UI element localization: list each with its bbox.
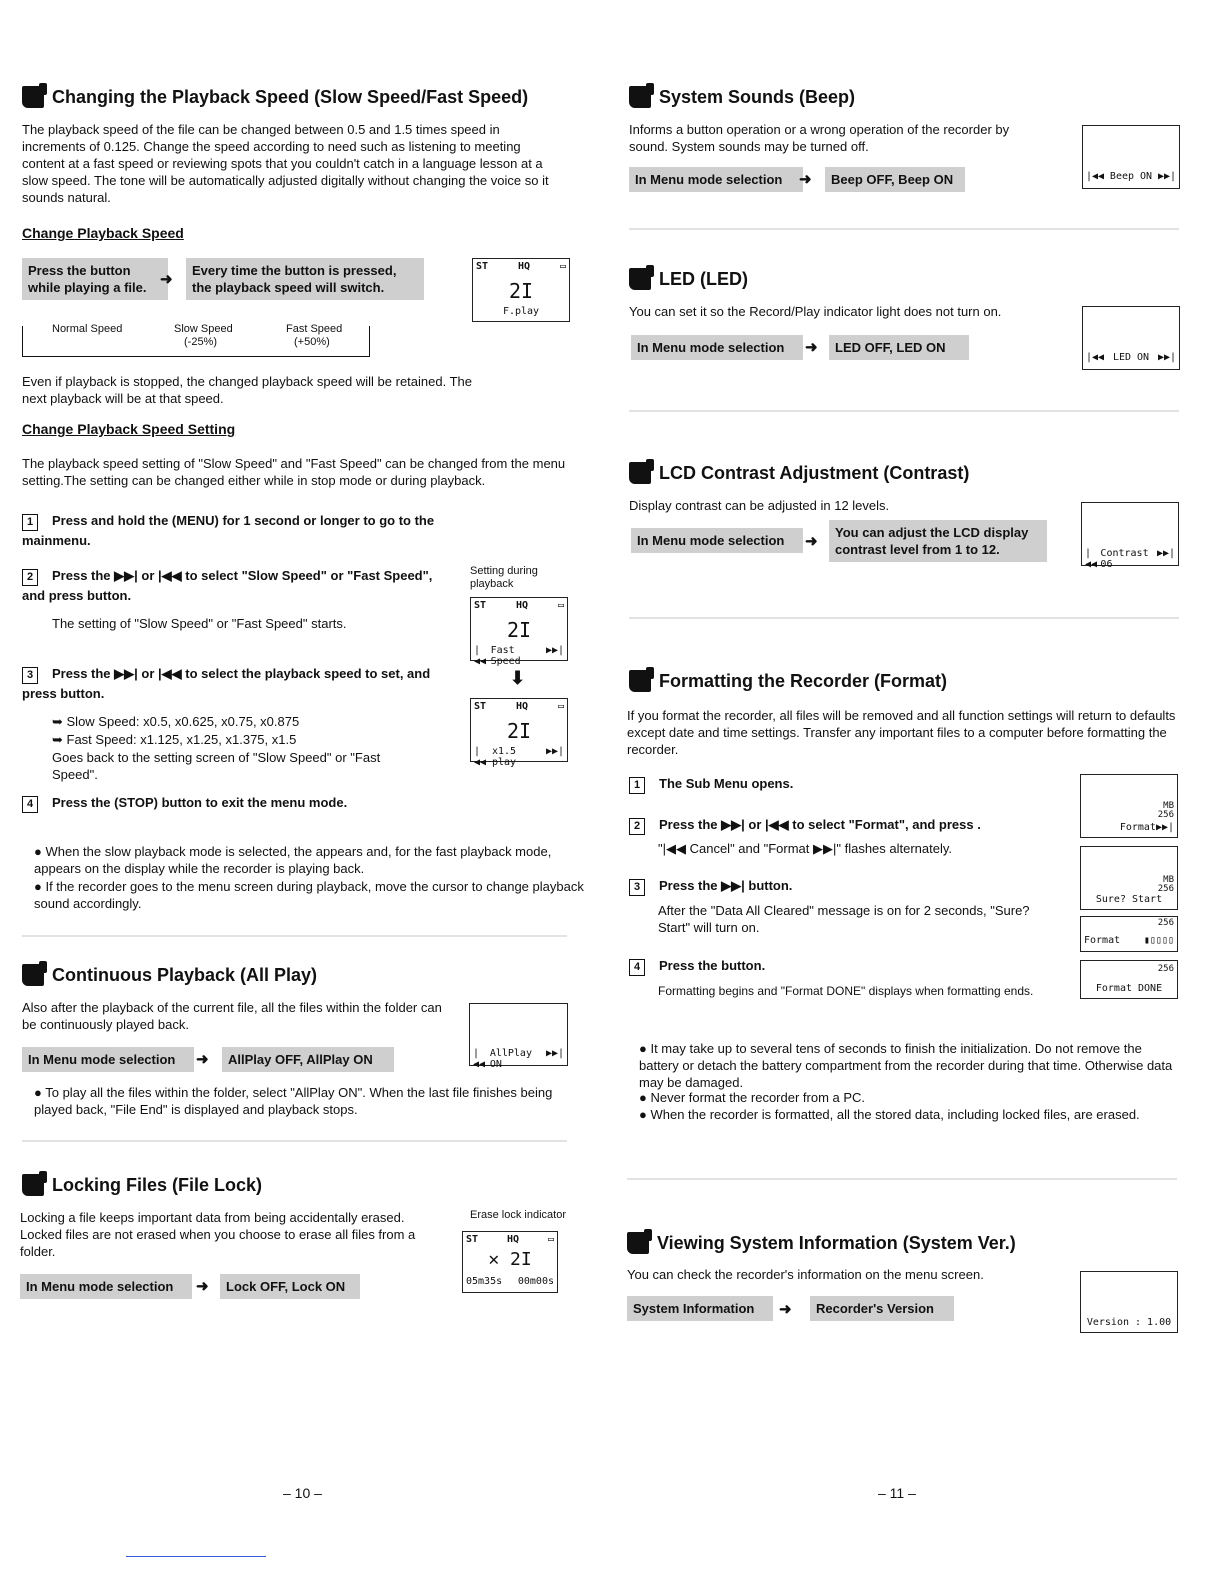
beep-options-box: Beep OFF, Beep ON: [825, 167, 965, 192]
lcd-beep: |◀◀ Beep ON ▶▶|: [1082, 125, 1180, 189]
page-number-right: – 11 –: [878, 1485, 916, 1501]
lcd-allplay: |◀◀ AllPlay ON ▶▶|: [469, 1003, 568, 1066]
format-step-3-sub: After the "Data All Cleared" message is on for 2 seconds, "Sure? Start" will turn on.: [658, 903, 1030, 935]
format-step-2: 2 Press the ▶▶| or |◀◀ to select "Format", and press .: [629, 815, 1069, 835]
lcd-fplay: [472, 258, 570, 322]
lcd-led: |◀◀ LED ON ▶▶|: [1082, 306, 1180, 370]
divider: [629, 410, 1179, 412]
beep-menu-box: In Menu mode selection: [629, 167, 803, 192]
next-icon: ▶▶|: [1156, 548, 1175, 559]
cycle-slow-pct: (-25%): [184, 336, 218, 348]
sysinfo-text: You can check the recorder's information on the menu screen.: [627, 1267, 984, 1282]
step-2: 2 Press the ▶▶| or |◀◀ to select "Slow Speed" or "Fast Speed", and press button.: [22, 568, 433, 603]
section-title-beep: System Sounds (Beep): [629, 86, 855, 108]
lcd-fast-speed: ST HQ ▭ 2I |◀◀ Fast Speed ▶▶|: [470, 597, 568, 661]
lcd-fplay-label: F.play: [502, 306, 540, 317]
lcd-format-3: 256 Format ▮▯▯▯▯: [1080, 916, 1178, 952]
lcd-contrast: |◀◀ Contrast 06 ▶▶|: [1081, 502, 1179, 566]
section-bullet-icon: [627, 1232, 649, 1254]
change-speed-heading: Change Playback Speed: [22, 225, 184, 241]
hq-indicator: HQ: [517, 261, 531, 272]
link-underline: [126, 1556, 266, 1557]
step-4: 4 Press the (STOP) button to exit the menu mode.: [22, 793, 442, 813]
allplay-menu-box: In Menu mode selection: [22, 1047, 194, 1072]
lock-text: Locking a file keeps important data from being accidentally erased. Locked files are not erased when you choose to erase all files from a folder.: [20, 1210, 416, 1259]
speed-box-switch: Every time the button is pressed, the playback speed will switch.: [186, 258, 424, 300]
section-bullet-icon: [629, 462, 651, 484]
next-icon: ▶▶|: [1155, 822, 1174, 833]
retain-note: Even if playback is stopped, the changed playback speed will be retained. The next playback will be at that speed.: [22, 374, 472, 406]
section-title-allplay: Continuous Playback (All Play): [22, 964, 317, 986]
section-bullet-icon: [629, 268, 651, 290]
format-step-1: 1 The Sub Menu opens.: [629, 774, 1049, 794]
lock-icon: ✕ 2I: [488, 1249, 532, 1270]
st-indicator: ST: [476, 261, 489, 272]
arrow-icon: ➜: [779, 1301, 792, 1318]
arrow-icon: ➜: [805, 533, 818, 550]
step-3-fast: ➥ Fast Speed: x1.125, x1.25, x1.375, x1.5: [52, 732, 297, 747]
cycle-slow: Slow Speed: [174, 323, 233, 335]
lock-options-box: Lock OFF, Lock ON: [220, 1274, 360, 1299]
arrow-icon: ➜: [805, 339, 818, 356]
beep-text: Informs a button operation or a wrong operation of the recorder by sound. System sounds may be turned off.: [629, 122, 1010, 154]
format-step-4-sub: Formatting begins and "Format DONE" displays when formatting ends.: [658, 984, 1034, 998]
next-icon: ▶▶|: [545, 645, 564, 656]
lcd-digits: 2I: [508, 279, 534, 303]
section-title-lock: Locking Files (File Lock): [22, 1174, 262, 1196]
cycle-fast-pct: (+50%): [294, 336, 330, 348]
step-2-sub: The setting of "Slow Speed" or "Fast Speed" starts.: [52, 616, 347, 631]
page-number-left: – 10 –: [283, 1485, 322, 1501]
setting-during-label: Setting during playback: [470, 565, 538, 590]
allplay-bullet: ● To play all the files within the folder, select "AllPlay ON". When the last file finishes being played back, "File End" is displayed and playback stops.: [34, 1085, 553, 1117]
allplay-text: Also after the playback of the current file, all the files within the folder can be continuously played back.: [22, 1000, 442, 1032]
step-3-back: Goes back to the setting screen of "Slow Speed" or "Fast Speed".: [52, 750, 381, 782]
format-bullet-2: ● Never format the recorder from a PC.: [639, 1090, 866, 1105]
battery-icon: ▭: [547, 1234, 554, 1245]
divider: [629, 617, 1179, 619]
section-title-led: LED (LED): [629, 268, 748, 290]
sysinfo-menu-box: System Information: [627, 1296, 773, 1321]
format-step-2-sub: "|◀◀ Cancel" and "Format ▶▶|" flashes alternately.: [658, 841, 953, 856]
prev-icon: |◀◀: [1086, 352, 1105, 363]
cycle-fast: Fast Speed: [286, 323, 343, 335]
divider: [629, 228, 1179, 230]
sysinfo-options-box: Recorder's Version: [810, 1296, 954, 1321]
divider: [22, 1140, 567, 1142]
allplay-options-box: AllPlay OFF, AllPlay ON: [222, 1047, 394, 1072]
speed-box-press: Press the button while playing a file.: [22, 258, 168, 300]
prev-icon: |◀◀: [474, 746, 487, 768]
section-title-sysinfo: Viewing System Information (System Ver.): [627, 1232, 1016, 1254]
battery-icon: ▭: [559, 261, 566, 272]
speed-intro: The playback speed of the file can be changed between 0.5 and 1.5 times speed in increments of 0.125. Change the speed according to need such as listening to meeting content at a fast speed or reviewing spots that you couldn't catch in a language lesson at a slow speed. The tone will be automatically adjusted digitally without changing the voice so it sounds natural.: [22, 122, 549, 205]
next-icon: ▶▶|: [545, 746, 564, 757]
lcd-lock: ST HQ ▭ ✕ 2I 05m35s 00m00s: [462, 1231, 558, 1293]
led-options-box: LED OFF, LED ON: [829, 335, 969, 360]
lcd-format-2: MB 256 Sure? Start: [1080, 846, 1178, 910]
prev-icon: |◀◀: [473, 1048, 486, 1070]
contrast-text: Display contrast can be adjusted in 12 levels.: [629, 498, 890, 513]
next-icon: ▶▶|: [1157, 171, 1176, 182]
section-bullet-icon: [22, 964, 44, 986]
arrow-icon: ➜: [196, 1051, 209, 1068]
arrow-icon: ➜: [160, 271, 173, 288]
section-bullet-icon: [629, 86, 651, 108]
lock-menu-box: In Menu mode selection: [20, 1274, 192, 1299]
section-bullet-icon: [22, 1174, 44, 1196]
prev-icon: |◀◀: [1085, 548, 1098, 570]
divider: [627, 1178, 1177, 1180]
contrast-menu-box: In Menu mode selection: [631, 528, 803, 553]
lcd-format-4: 256 Format DONE: [1080, 960, 1178, 999]
step-3-slow: ➥ Slow Speed: x0.5, x0.625, x0.75, x0.875: [52, 714, 300, 729]
format-step-4: 4 Press the button.: [629, 956, 1049, 976]
lcd-version: Version : 1.00: [1080, 1271, 1178, 1333]
section-bullet-icon: [629, 670, 651, 692]
battery-icon: ▭: [557, 701, 564, 712]
step-1: 1 Press and hold the (MENU) for 1 second or longer to go to the mainmenu.: [22, 513, 435, 548]
down-arrow-icon: ⬇: [510, 668, 526, 688]
format-intro: If you format the recorder, all files will be removed and all function settings will return to defaults except date and time settings. Transfer any important files to a computer before formatting the recorder.: [627, 708, 1176, 757]
format-bullet-1: ● It may take up to several tens of seconds to finish the initialization. Do not remove the battery or detach the battery compartment from the recorder during that time. Otherwise data may be damaged.: [639, 1041, 1173, 1090]
step-3: 3 Press the ▶▶| or |◀◀ to select the playback speed to set, and press button.: [22, 666, 431, 701]
next-icon: ▶▶|: [1157, 352, 1176, 363]
setting-heading: Change Playback Speed Setting: [22, 421, 236, 437]
contrast-options-box: You can adjust the LCD display contrast level from 1 to 12.: [829, 520, 1047, 562]
prev-icon: |◀◀: [1086, 171, 1105, 182]
erase-lock-label: Erase lock indicator: [470, 1209, 566, 1221]
speed-bullet-2: ● If the recorder goes to the menu screen during playback, move the cursor to change playback sound accordingly.: [34, 879, 584, 911]
arrow-icon: ➜: [799, 171, 812, 188]
section-title-contrast: LCD Contrast Adjustment (Contrast): [629, 462, 969, 484]
section-bullet-icon: [22, 86, 44, 108]
led-text: You can set it so the Record/Play indicator light does not turn on.: [629, 304, 1002, 319]
progress-bar: ▮▯▯▯▯: [1143, 935, 1174, 946]
led-menu-box: In Menu mode selection: [631, 335, 803, 360]
cycle-normal: Normal Speed: [52, 323, 123, 335]
lcd-x15-play: ST HQ ▭ 2I |◀◀ x1.5 play ▶▶|: [470, 698, 568, 762]
section-title-format: Formatting the Recorder (Format): [629, 670, 947, 692]
lcd-format-1: MB 256 Format ▶▶|: [1080, 774, 1178, 838]
format-bullet-3: ● When the recorder is formatted, all the stored data, including locked files, are erased.: [639, 1107, 1140, 1122]
speed-bullet-1: ● When the slow playback mode is selected, the appears and, for the fast playback mode, appears on the display while the recorder is playing back.: [34, 844, 552, 876]
setting-intro: The playback speed setting of "Slow Speed" and "Fast Speed" can be changed from the menu setting.The setting can be changed either while in stop mode or during playback.: [22, 456, 566, 488]
prev-icon: |◀◀: [474, 645, 487, 667]
format-step-3: 3 Press the ▶▶| button.: [629, 876, 1049, 896]
section-title-speed: Changing the Playback Speed (Slow Speed/Fast Speed): [22, 86, 528, 108]
next-icon: ▶▶|: [545, 1048, 564, 1059]
battery-icon: ▭: [557, 600, 564, 611]
divider: [22, 935, 567, 937]
arrow-icon: ➜: [196, 1278, 209, 1295]
